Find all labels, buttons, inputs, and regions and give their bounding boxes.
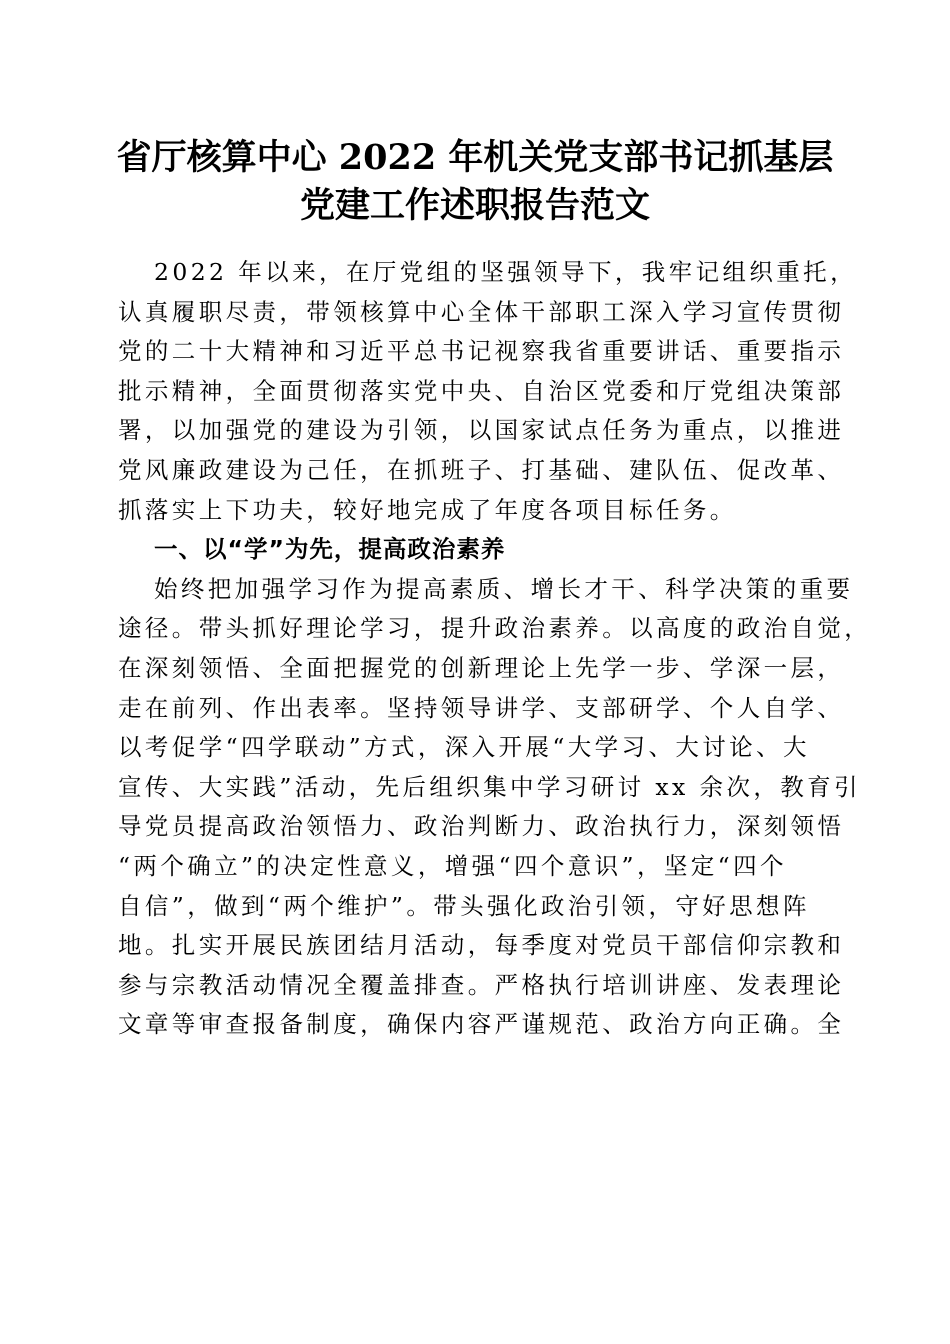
paragraph-line: 2022 年以来，在厅党组的坚强领导下，我牢记组织重托， (154, 258, 857, 286)
paragraph-line: 参与宗教活动情况全覆盖排查。严格执行培训讲座、发表理论 (118, 970, 845, 999)
paragraph-line: 途径。带头抓好理论学习，提升政治素养。以高度的政治自觉， (118, 614, 872, 643)
title-line-1: 省厅核算中心 2022 年机关党支部书记抓基层 (116, 137, 834, 178)
paragraph-line: 走在前列、作出表率。坚持领导讲学、支部研学、个人自学、 (118, 693, 845, 722)
paragraph-line: 文章等审查报备制度，确保内容严谨规范、政治方向正确。全 (118, 1010, 845, 1039)
paragraph-line: 党风廉政建设为己任，在抓班子、打基础、建队伍、促改革、 (118, 455, 845, 484)
paragraph-2 (118, 570, 872, 1045)
paragraph-1 (118, 253, 857, 530)
document-title (100, 134, 850, 230)
paragraph-line: 抓落实上下功夫，较好地完成了年度各项目标任务。 (118, 495, 737, 524)
paragraph-line: 署，以加强党的建设为引领，以国家试点任务为重点，以推进 (118, 416, 845, 445)
title-line-2: 党建工作述职报告范文 (299, 185, 650, 226)
section-heading: 一、以“学”为先，提高政治素养 (154, 535, 506, 564)
paragraph-line: 认真履职尽责，带领核算中心全体干部职工深入学习宣传贯彻 (118, 297, 845, 326)
paragraph-line: 宣传、大实践”活动，先后组织集中学习研讨 xx 余次，教育引 (118, 772, 861, 801)
document-body (118, 253, 872, 1045)
paragraph-line: “两个确立”的决定性意义，增强“四个意识”，坚定“四个 (118, 851, 787, 880)
paragraph-line: 批示精神，全面贯彻落实党中央、自治区党委和厅党组决策部 (118, 376, 845, 405)
paragraph-line: 始终把加强学习作为提高素质、增长才干、科学决策的重要 (154, 574, 854, 603)
paragraph-line: 地。扎实开展民族团结月活动，每季度对党员干部信仰宗教和 (118, 931, 845, 960)
paragraph-line: 以考促学“四学联动”方式，深入开展“大学习、大讨论、大 (118, 733, 810, 762)
paragraph-line: 在深刻领悟、全面把握党的创新理论上先学一步、学深一层， (118, 653, 845, 682)
paragraph-line: 自信”，做到“两个维护”。带头强化政治引领，守好思想阵 (118, 891, 810, 920)
paragraph-line: 党的二十大精神和习近平总书记视察我省重要讲话、重要指示 (118, 337, 845, 366)
paragraph-line: 导党员提高政治领悟力、政治判断力、政治执行力，深刻领悟 (118, 812, 845, 841)
